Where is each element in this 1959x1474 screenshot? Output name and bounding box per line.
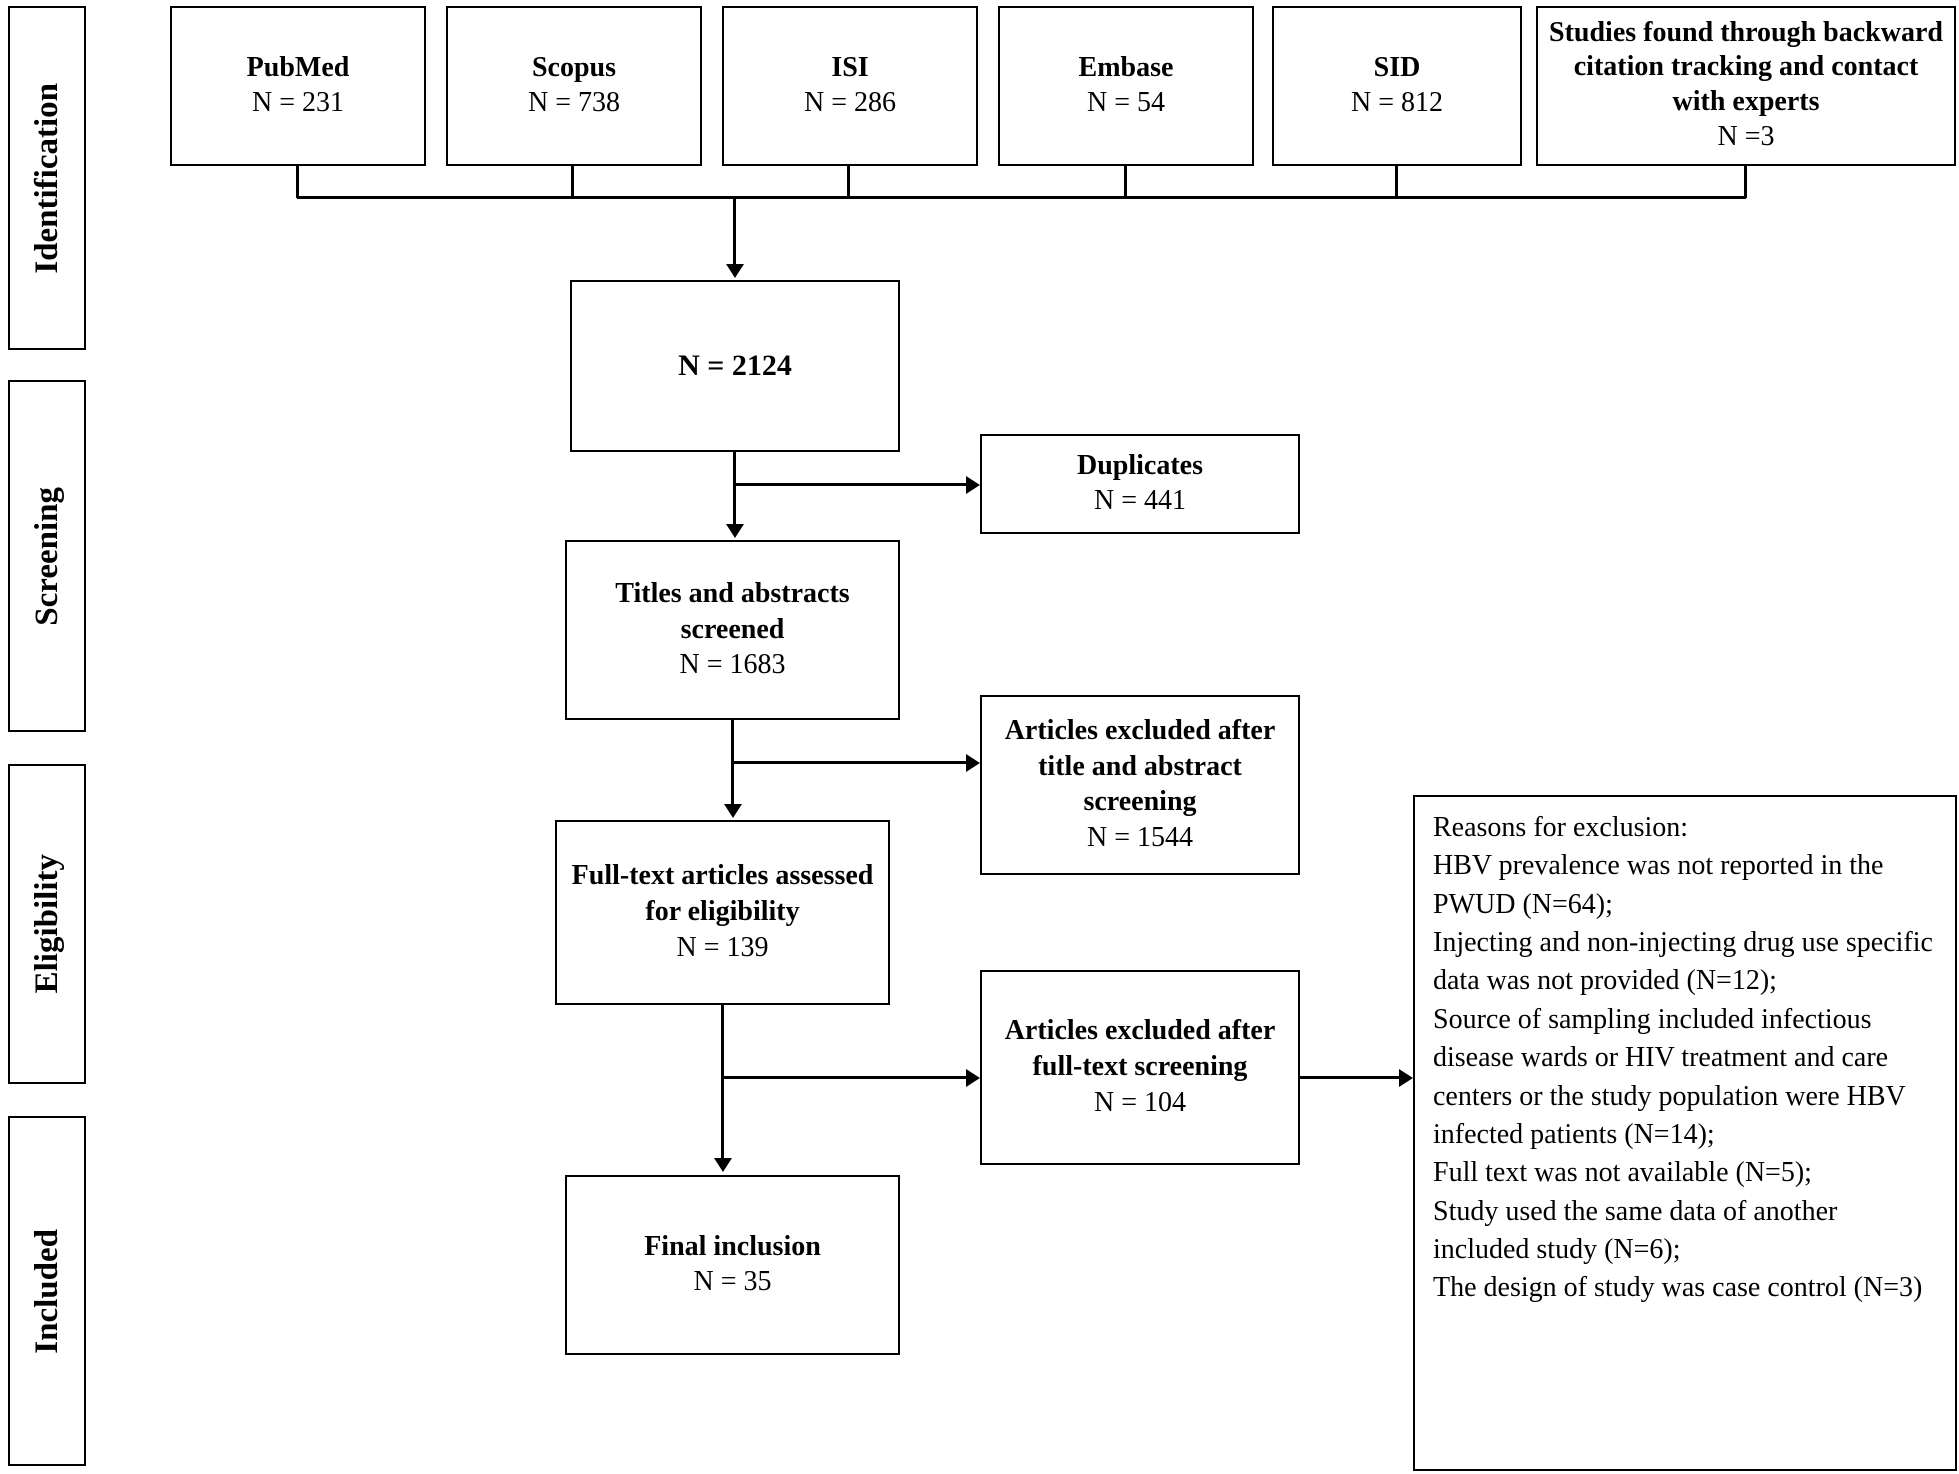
- excluded-title-box: [980, 695, 1300, 875]
- duplicates-title: Duplicates: [1077, 449, 1203, 481]
- phase-box-eligibility: [8, 764, 86, 1084]
- connector-stub-scopus: [571, 166, 574, 198]
- source-box-backward-citation: [1536, 6, 1956, 166]
- titles-screened-title: Titles and abstracts screened: [615, 577, 850, 645]
- connector-stub-sid: [1395, 166, 1398, 198]
- exclusion-reasons-heading: Reasons for exclusion:: [1433, 812, 1689, 843]
- final-inclusion-count: N = 35: [693, 1266, 772, 1298]
- exclusion-reasons-box: [1413, 795, 1957, 1471]
- excluded-title-count: N = 1544: [1086, 821, 1193, 853]
- exclusion-reason-item: Injecting and non-injecting drug use specific data was not provided (N=12);: [1433, 927, 1933, 997]
- connector-stub-backward: [1744, 166, 1747, 198]
- fulltext-assessed-count: N = 139: [676, 931, 769, 963]
- source-box-embase: [998, 6, 1254, 166]
- fulltext-assessed-box: [555, 820, 890, 1005]
- phase-box-screening: [8, 380, 86, 732]
- source-name: SID: [1373, 51, 1421, 83]
- source-name: ISI: [831, 51, 869, 83]
- titles-screened-box: [565, 540, 900, 720]
- excluded-fulltext-count: N = 104: [1093, 1086, 1186, 1118]
- source-name: PubMed: [246, 51, 350, 83]
- excluded-fulltext-box: [980, 970, 1300, 1165]
- excluded-fulltext-title: Articles excluded after full-text screening: [1004, 1015, 1276, 1083]
- phase-box-included: [8, 1116, 86, 1466]
- connector-to-reasons: [1300, 1076, 1400, 1079]
- connector-collector-line: [297, 196, 1746, 199]
- connector-stub-embase: [1124, 166, 1127, 198]
- phase-box-identification: [8, 6, 86, 350]
- phase-label-eligibility: Eligibility: [28, 854, 65, 994]
- arrowhead-to-reasons: [1399, 1069, 1413, 1087]
- arrowhead-to-final: [714, 1158, 732, 1172]
- source-name: Studies found through backward citation tracking and contact with experts: [1549, 17, 1943, 117]
- exclusion-reason-item: HBV prevalence was not reported in the PWUD (N=64);: [1433, 850, 1884, 920]
- source-name: Embase: [1078, 51, 1174, 83]
- connector-stub-isi: [847, 166, 850, 198]
- arrowhead-to-excluded-title: [966, 754, 980, 772]
- connector-to-excluded-title: [732, 761, 966, 764]
- arrowhead-to-excluded-fulltext: [966, 1069, 980, 1087]
- source-box-isi: [722, 6, 978, 166]
- exclusion-reason-item: The design of study was case control (N=3): [1433, 1272, 1923, 1304]
- source-count: N =3: [1717, 120, 1775, 152]
- connector-total-to-titles: [733, 452, 736, 526]
- duplicates-count: N = 441: [1093, 485, 1186, 517]
- total-records-label: N = 2124: [678, 349, 792, 382]
- source-count: N = 231: [251, 87, 344, 119]
- phase-label-screening: Screening: [28, 486, 65, 626]
- source-box-pubmed: [170, 6, 426, 166]
- duplicates-box: [980, 434, 1300, 534]
- source-count: N = 286: [803, 87, 896, 119]
- connector-to-total: [733, 196, 736, 266]
- total-records-box: [570, 280, 900, 452]
- titles-screened-count: N = 1683: [679, 649, 786, 681]
- phase-label-identification: Identification: [28, 82, 65, 274]
- final-inclusion-title: Final inclusion: [644, 1230, 821, 1262]
- source-count: N = 738: [527, 87, 620, 119]
- excluded-title-title: Articles excluded after title and abstract screening: [1004, 715, 1276, 818]
- arrowhead-to-fulltext: [724, 804, 742, 818]
- exclusion-reason-item: Study used the same data of another included study (N=6);: [1433, 1195, 1838, 1265]
- exclusion-reason-item: Full text was not available (N=5);: [1433, 1157, 1812, 1189]
- source-box-scopus: [446, 6, 702, 166]
- connector-stub-pubmed: [296, 166, 299, 198]
- fulltext-assessed-title: Full-text articles assessed for eligibility: [571, 860, 874, 928]
- arrowhead-to-total: [726, 264, 744, 278]
- arrowhead-to-duplicates: [966, 476, 980, 494]
- source-name: Scopus: [531, 51, 617, 83]
- source-count: N = 54: [1086, 87, 1165, 119]
- connector-to-excluded-fulltext: [722, 1076, 966, 1079]
- connector-to-duplicates: [734, 483, 966, 486]
- source-box-sid: [1272, 6, 1522, 166]
- arrowhead-to-titles: [726, 524, 744, 538]
- final-inclusion-box: [565, 1175, 900, 1355]
- source-count: N = 812: [1350, 87, 1443, 119]
- phase-label-included: Included: [28, 1228, 65, 1354]
- connector-fulltext-to-final: [721, 1005, 724, 1160]
- exclusion-reason-item: Source of sampling included infectious disease wards or HIV treatment and care centers or the study population were HBV infected patients (N=14);: [1433, 1003, 1906, 1150]
